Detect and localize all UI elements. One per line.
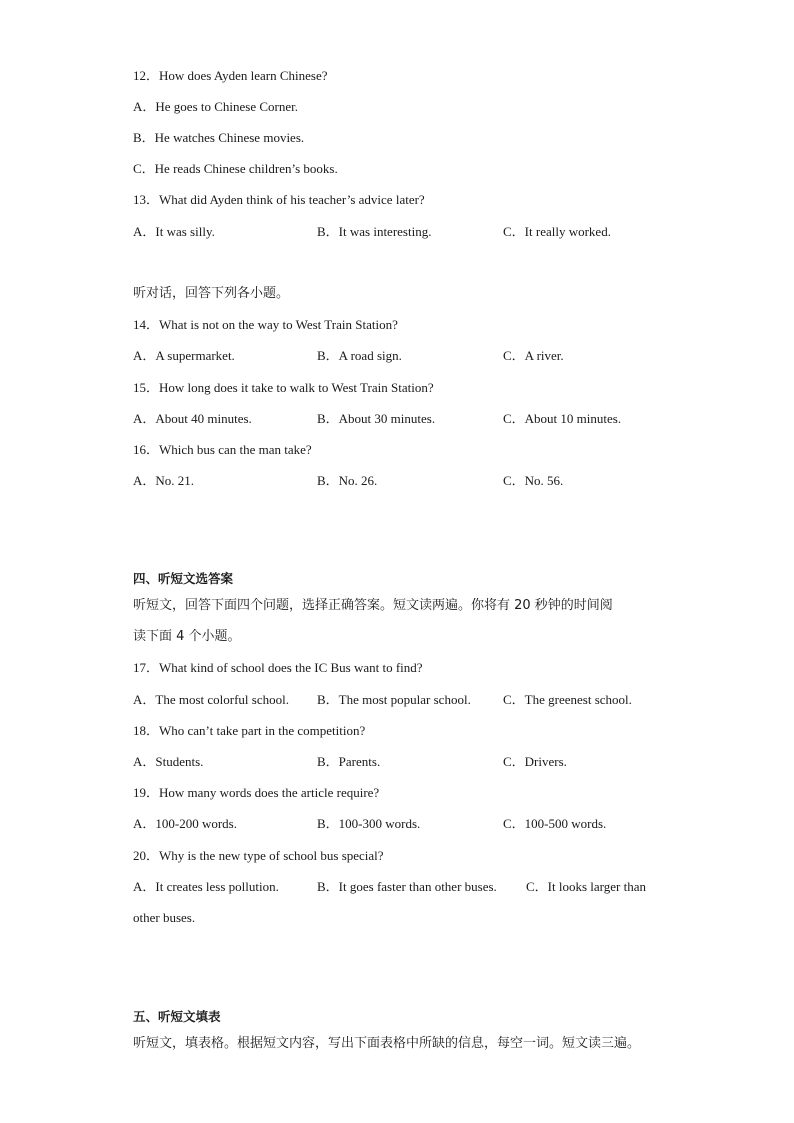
question-13-option-c: C．It really worked. [503, 224, 611, 239]
question-18-option-a: A．Students. [133, 754, 204, 769]
question-15-option-b: B．About 30 minutes. [317, 411, 436, 426]
section-4-heading: 四、听短文选答案 [133, 571, 234, 586]
section-4-instruction-line-1: 听短文，回答下面四个问题，选择正确答案。短文读两遍。你将有 20 秒钟的时间阅 [133, 598, 613, 613]
question-20-option-c: C．It looks larger than [526, 879, 646, 894]
question-12-option-a: A．He goes to Chinese Corner. [133, 99, 299, 114]
question-13-option-a: A．It was silly. [133, 224, 215, 239]
question-14-option-a: A．A supermarket. [133, 348, 235, 363]
section-5-instruction: 听短文，填表格。根据短文内容，写出下面表格中所缺的信息，每空一词。短文读三遍。 [133, 1036, 641, 1051]
question-14-stem: 14．What is not on the way to West Train Station? [133, 317, 398, 332]
question-20-stem: 20．Why is the new type of school bus special? [133, 848, 384, 863]
question-18-stem: 18．Who can’t take part in the competition? [133, 723, 366, 738]
question-19-stem: 19．How many words does the article require? [133, 785, 380, 800]
question-12-stem: 12．How does Ayden learn Chinese? [133, 68, 328, 83]
question-16-option-b: B．No. 26. [317, 473, 378, 488]
question-20-option-b: B．It goes faster than other buses. [317, 879, 497, 894]
question-17-stem: 17．What kind of school does the IC Bus want to find? [133, 660, 423, 675]
question-19-option-c: C．100-500 words. [503, 816, 607, 831]
question-18-option-c: C．Drivers. [503, 754, 567, 769]
question-16-option-c: C．No. 56. [503, 473, 564, 488]
question-19-option-b: B．100-300 words. [317, 816, 421, 831]
question-17-option-a: A．The most colorful school. [133, 692, 289, 707]
section-4-instruction-line-2: 读下面 4 个小题。 [133, 629, 241, 644]
question-16-stem: 16．Which bus can the man take? [133, 442, 312, 457]
question-17-option-b: B．The most popular school. [317, 692, 471, 707]
question-12-option-b: B．He watches Chinese movies. [133, 130, 305, 145]
question-17-option-c: C．The greenest school. [503, 692, 632, 707]
question-20-option-a: A．It creates less pollution. [133, 879, 279, 894]
question-15-option-c: C．About 10 minutes. [503, 411, 622, 426]
question-14-option-c: C．A river. [503, 348, 564, 363]
question-18-option-b: B．Parents. [317, 754, 381, 769]
question-16-option-a: A．No. 21. [133, 473, 195, 488]
question-13-option-b: B．It was interesting. [317, 224, 432, 239]
question-14-option-b: B．A road sign. [317, 348, 402, 363]
dialogue-instruction: 听对话，回答下列各小题。 [133, 286, 290, 301]
question-13-stem: 13．What did Ayden think of his teacher’s advice later? [133, 192, 425, 207]
question-15-option-a: A．About 40 minutes. [133, 411, 252, 426]
question-19-option-a: A．100-200 words. [133, 816, 237, 831]
question-15-stem: 15．How long does it take to walk to West Train Station? [133, 380, 434, 395]
section-5-heading: 五、听短文填表 [133, 1009, 221, 1024]
question-20-option-c-continuation: other buses. [133, 910, 196, 925]
question-12-option-c: C．He reads Chinese children’s books. [133, 161, 338, 176]
